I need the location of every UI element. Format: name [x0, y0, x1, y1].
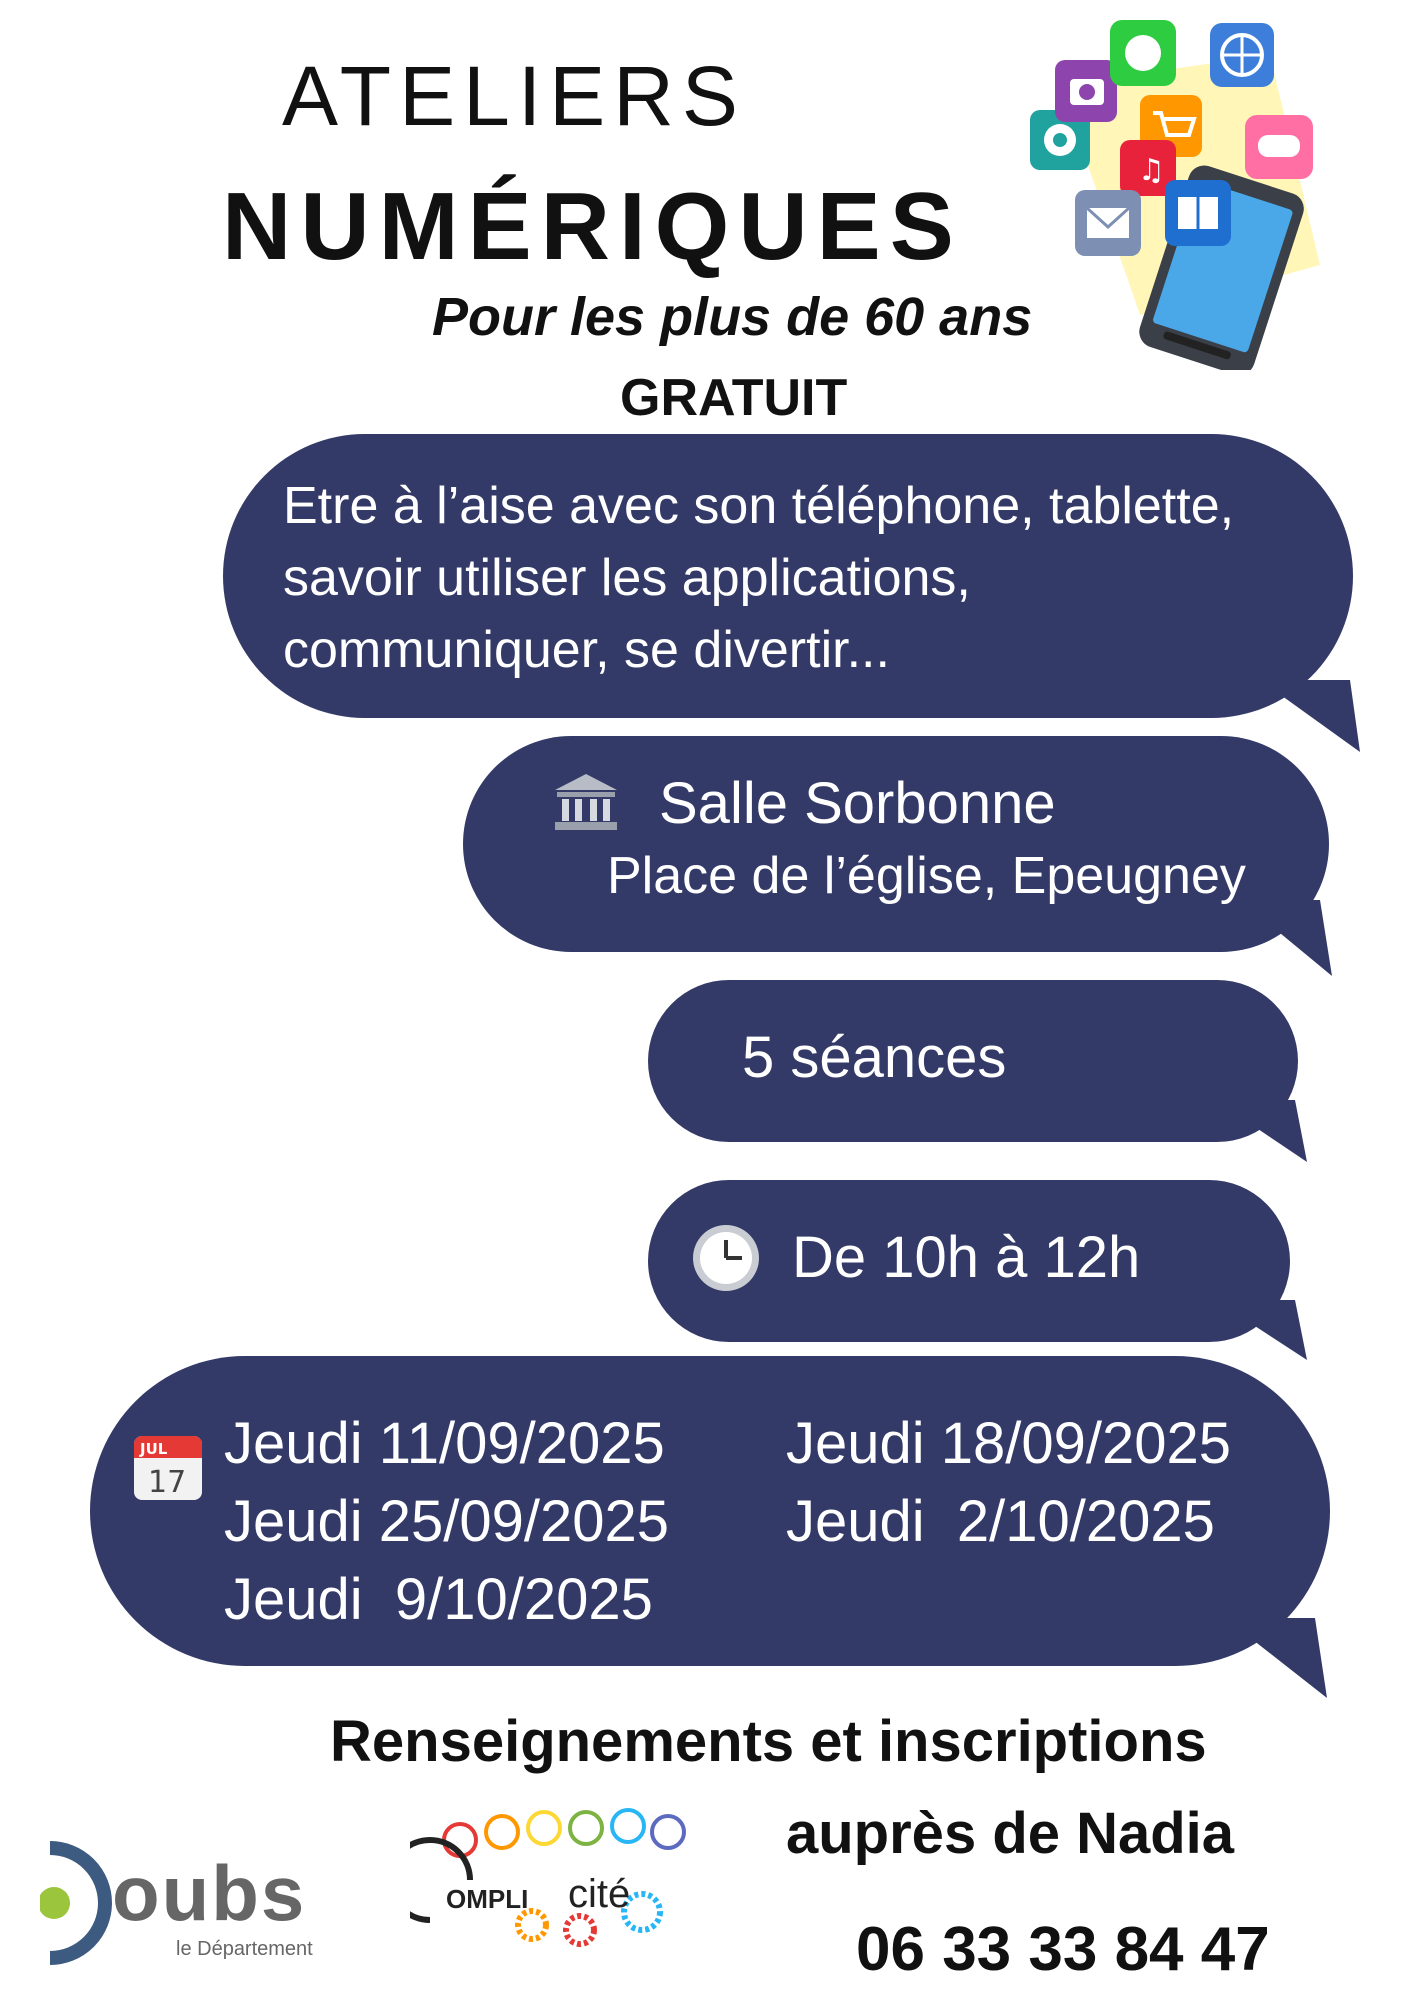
complicite-logo — [410, 1800, 700, 1950]
date-item: Jeudi 2/10/2025 — [786, 1489, 1215, 1554]
complicite-people-gears — [410, 1800, 700, 1950]
dates-bubble — [90, 1356, 1330, 1666]
description-line: Etre à l’aise avec son téléphone, tablette, — [283, 477, 1235, 535]
title-numeriques: NUMÉRIQUES — [222, 173, 963, 280]
svg-text:♫: ♫ — [1138, 153, 1165, 188]
doubs-logo — [40, 1840, 340, 1970]
contact-line2: auprès de Nadia — [786, 1801, 1235, 1866]
sessions-bubble — [648, 980, 1298, 1142]
title-ateliers: ATELIERS — [282, 49, 746, 143]
venue-name: Salle Sorbonne — [659, 771, 1056, 836]
date-item: Jeudi 9/10/2025 — [224, 1567, 653, 1632]
phone-apps-illustration — [1020, 15, 1350, 370]
clock-icon — [690, 1222, 762, 1294]
complicite-text-part2: cité — [568, 1872, 631, 1916]
date-item: Jeudi 18/09/2025 — [786, 1411, 1232, 1476]
venue-bubble — [463, 736, 1329, 952]
hours-text: De 10h à 12h — [792, 1225, 1141, 1290]
description-bubble — [223, 434, 1353, 718]
sessions-count: 5 séances — [742, 1025, 1007, 1090]
date-item: Jeudi 25/09/2025 — [224, 1489, 670, 1554]
complicite-text-part1: OMPLI — [446, 1884, 529, 1914]
description-line: communiquer, se divertir... — [283, 621, 890, 679]
bubble-tail — [1260, 680, 1360, 760]
contact-phone: 06 33 33 84 47 — [856, 1915, 1270, 1984]
price-label: GRATUIT — [620, 369, 848, 427]
hours-bubble — [648, 1180, 1290, 1342]
bubble-tail — [1225, 1618, 1335, 1702]
bubble-tail — [1215, 1300, 1315, 1364]
bubble-tail — [1215, 1100, 1315, 1166]
building-icon — [553, 772, 619, 832]
venue-address: Place de l’église, Epeugney — [607, 847, 1246, 905]
doubs-subtitle: le Département — [176, 1938, 313, 1960]
doubs-wordmark: oubs — [112, 1849, 307, 1937]
doubs-d-mark — [40, 1840, 120, 1966]
audience-subtitle: Pour les plus de 60 ans — [432, 287, 1033, 347]
calendar-month: JUL — [140, 1440, 168, 1458]
date-item: Jeudi 11/09/2025 — [224, 1411, 665, 1476]
contact-line1: Renseignements et inscriptions — [330, 1709, 1207, 1774]
calendar-icon — [132, 1432, 204, 1504]
calendar-day: 17 — [148, 1465, 187, 1500]
description-line: savoir utiliser les applications, — [283, 549, 971, 607]
bubble-tail — [1240, 900, 1340, 980]
